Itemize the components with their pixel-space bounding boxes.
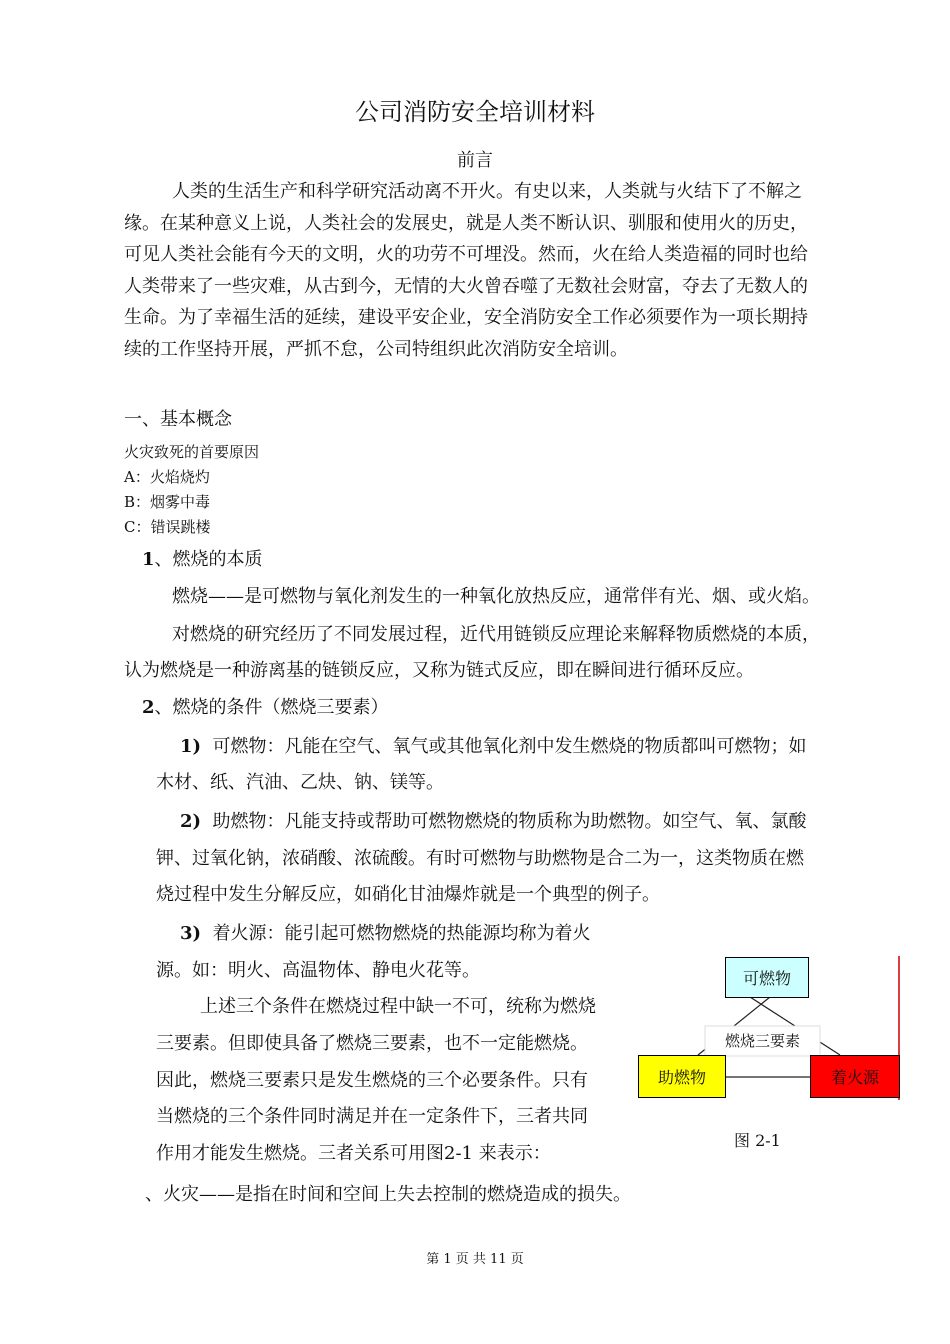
summary-line: 因此，燃烧三要素只是发生燃烧的三个必要条件。只有 [156,1070,588,1091]
section-heading: 一、基本概念 [124,409,232,430]
summary-line: 三要素。但即使具备了燃烧三要素，也不一定能燃烧。 [156,1033,588,1054]
subsection-title: 、燃烧的条件（燃烧三要素） [154,697,389,718]
summary-line: 作用才能发生燃烧。三者关系可用图2-1 来表示： [156,1143,551,1164]
quiz-option: C：错误跳楼 [124,518,211,536]
figure-caption: 图 2-1 [734,1131,781,1150]
item-text: 木材、纸、汽油、乙炔、钠、镁等。 [156,772,444,793]
quiz-option: B：烟雾中毒 [124,493,211,511]
subsection-title: 、燃烧的本质 [154,549,263,570]
node-combustible-label: 可燃物 [742,969,791,988]
preface-paragraph [124,176,844,365]
preface-heading: 前言 [457,150,493,171]
summary-line: 上述三个条件在燃烧过程中缺一不可，统称为燃烧 [200,996,596,1017]
item-text: 可燃物：凡能在空气、氧气或其他氧化剂中发生燃烧的物质都叫可燃物；如 [212,736,807,757]
subsection-heading [142,693,389,719]
item-text: 钾、过氧化钠，浓硝酸、浓硫酸。有时可燃物与助燃物是合二为一，这类物质在燃 [156,848,804,869]
node-oxidizer [638,1055,726,1098]
item-text: 烧过程中发生分解反应，如硝化甘油爆炸就是一个典型的例子。 [156,884,660,905]
subsection-number: 1 [142,549,155,570]
subsection-heading [142,545,263,571]
node-ignition [810,1055,900,1098]
preface-line: 人类带来了一些灾难，从古到今，无情的大火曾吞噬了无数社会财富，夺去了无数人的 [124,275,808,297]
node-oxidizer-label: 助燃物 [657,1068,706,1087]
center-label: 燃烧三要素 [724,1032,800,1050]
list-item [180,732,807,758]
preface-line: 生命。为了幸福生活的延续，建设平安企业，安全消防安全工作必须要作为一项长期持 [124,307,808,328]
body-line: 对燃烧的研究经历了不同发展过程，近代用链锁反应理论来解释物质燃烧的本质， [172,624,820,645]
preface-line: 续的工作坚持开展，严抓不怠，公司特组织此次消防安全培训。 [124,338,628,360]
node-combustible [725,957,809,998]
item-number: 3) [180,923,202,944]
list-item [180,919,591,945]
item-number: 1) [180,736,202,757]
summary-line: 当燃烧的三个条件同时满足并在一定条件下，三者共同 [156,1106,588,1127]
body-line: 认为燃烧是一种游离基的链锁反应，又称为链式反应，即在瞬间进行循环反应。 [124,660,754,681]
subsection-number: 2 [142,697,155,718]
preface-line: 人类的生活生产和科学研究活动离不开火。有史以来，人类就与火结下了不解之 [172,181,802,202]
item-text: 着火源：能引起可燃物燃烧的热能源均称为着火 [212,923,591,944]
preface-line: 缘。在某种意义上说，人类社会的发展史，就是人类不断认识、驯服和使用火的历史， [124,212,808,234]
quiz-option: A：火焰烧灼 [124,468,210,486]
page-footer: 第 1 页 共 11 页 [426,1252,524,1267]
document-title: 公司消防安全培训材料 [355,98,595,126]
item-text: 源。如：明火、高温物体、静电火花等。 [156,960,480,981]
list-item [180,807,807,833]
quiz-question: 火灾致死的首要原因 [124,443,260,461]
preface-line: 可见人类社会能有今天的文明，火的功劳不可埋没。然而，火在给人类造福的同时也给 [124,244,808,265]
fire-definition: 、火灾——是指在时间和空间上失去控制的燃烧造成的损失。 [145,1184,631,1205]
body-line: 燃烧——是可燃物与氧化剂发生的一种氧化放热反应，通常伴有光、烟、或火焰。 [172,586,820,607]
node-ignition-label: 着火源 [830,1068,879,1087]
item-text: 助燃物：凡能支持或帮助可燃物燃烧的物质称为助燃物。如空气、氧、氯酸 [212,811,807,832]
item-number: 2) [180,811,202,832]
